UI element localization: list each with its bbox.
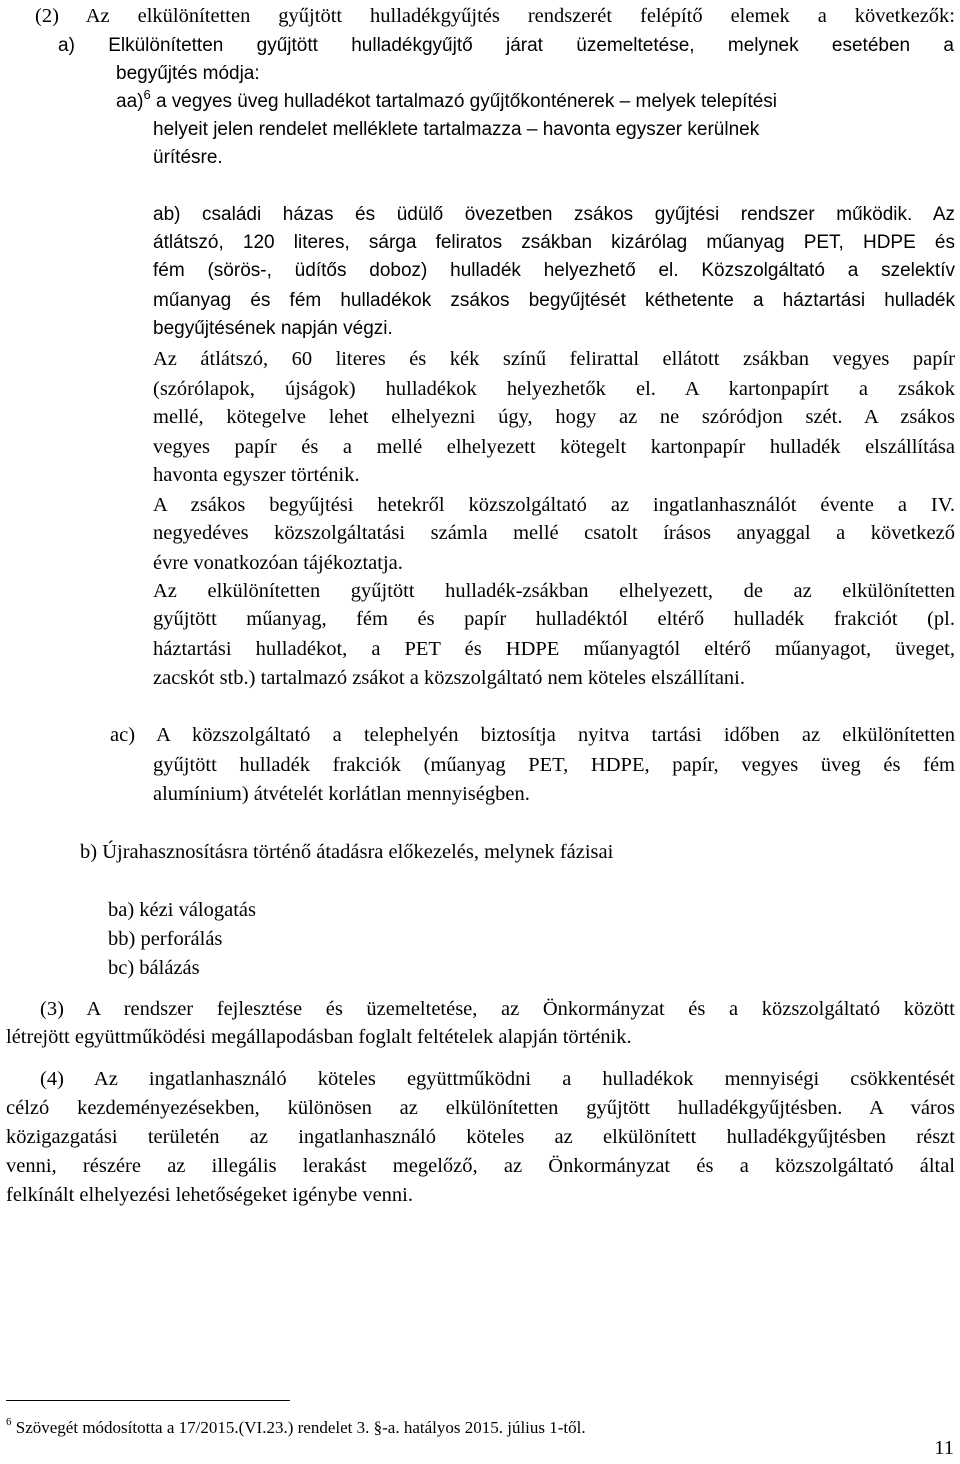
footnote-separator: [6, 1400, 290, 1401]
list-item: ba) kézi válogatás: [108, 899, 256, 921]
text-line: évre vonatkozóan tájékoztatja.: [153, 552, 403, 574]
text-line: átlátszó, 120 literes, sárga feliratos zsákban kizárólag műanyag PET, HDPE és: [153, 232, 955, 253]
text-line: b) Újrahasznosításra történő átadásra előkezelés, melynek fázisai: [80, 841, 614, 863]
text-line: Az átlátszó, 60 literes és kék színű felirattal ellátott zsákban vegyes papír: [153, 348, 955, 370]
text-line: Az elkülönítetten gyűjtött hulladék-zsákban elhelyezett, de az elkülönítetten: [153, 580, 955, 602]
text-line: felkínált elhelyezési lehetőségeket igénybe venni.: [6, 1184, 413, 1206]
text-line: (3) A rendszer fejlesztése és üzemeltetése, az Önkormányzat és a közszolgáltató között: [40, 998, 955, 1020]
footnote-reference[interactable]: 6: [143, 86, 151, 102]
text-line: ürítésre.: [153, 147, 223, 168]
text-line: a) Elkülönítetten gyűjtött hulladékgyűjtő járat üzemeltetése, melynek esetében a: [58, 35, 954, 56]
text-line: ab) családi házas és üdülő övezetben zsákos gyűjtési rendszer működik. Az: [153, 204, 955, 225]
item-label: aa): [116, 91, 144, 112]
text-line: A zsákos begyűjtési hetekről közszolgáltató az ingatlanhasználót évente a IV.: [153, 494, 955, 516]
text-line: (szórólapok, újságok) hulladékok helyezhetők el. A kartonpapírt a zsákok: [153, 378, 955, 400]
list-item: bc) bálázás: [108, 957, 200, 979]
text-line: helyeit jelen rendelet melléklete tartalmazza – havonta egyszer kerülnek: [153, 119, 760, 140]
text-line: vegyes papír és a mellé elhelyezett kötegelt kartonpapír hulladék elszállítása: [153, 436, 955, 458]
list-item: bb) perforálás: [108, 928, 223, 950]
text-line: (2) Az elkülönítetten gyűjtött hulladékgyűjtés rendszerét felépítő elemek a következők:: [35, 5, 955, 27]
text-line: célzó kezdeményezésekben, különösen az elkülönítetten gyűjtött hulladékgyűjtésben. A város: [6, 1097, 955, 1119]
text-line: (4) Az ingatlanhasználó köteles együttműködni a hulladékok mennyiségi csökkentését: [40, 1068, 955, 1090]
footnote: [6, 1418, 586, 1438]
text-line: létrejött együttműködési megállapodásban foglalt feltételek alapján történik.: [6, 1026, 632, 1048]
text-line: zacskót stb.) tartalmazó zsákot a közszolgáltató nem köteles elszállítani.: [153, 667, 746, 689]
footnote-marker: 6: [6, 1416, 12, 1429]
text-line: havonta egyszer történik.: [153, 464, 360, 486]
text-line: mellé, kötegelve lehet elhelyezni úgy, hogy az ne szóródjon szét. A zsákos: [153, 406, 955, 428]
text-line: negyedéves közszolgáltatási számla mellé csatolt írásos anyaggal a következő: [153, 522, 955, 544]
text-line: alumínium) átvételét korlátlan mennyiségben.: [153, 783, 530, 805]
text-line: háztartási hulladékot, a PET és HDPE műanyagtól eltérő műanyagot, üveget,: [153, 638, 955, 660]
text-line: begyűjtésének napján végzi.: [153, 318, 393, 339]
text-line: fém (sörös-, üdítős doboz) hulladék helyezhető el. Közszolgáltató a szelektív: [153, 260, 955, 281]
item-text: a vegyes üveg hulladékot tartalmazó gyűjtőkonténerek – melyek telepítési: [150, 91, 778, 112]
text-line: [116, 86, 778, 114]
text-line: gyűjtött műanyag, fém és papír hulladéktól eltérő hulladék frakciót (pl.: [153, 608, 955, 630]
page-number: 11: [934, 1437, 954, 1459]
text-line: műanyag és fém hulladékok zsákos begyűjtését kéthetente a háztartási hulladék: [153, 290, 955, 311]
text-line: venni, részére az illegális lerakást megelőző, az Önkormányzat és a közszolgáltató által: [6, 1155, 955, 1177]
text-line: begyűjtés módja:: [116, 63, 260, 84]
text-line: ac) A közszolgáltató a telephelyén biztosítja nyitva tartási időben az elkülönítetten: [110, 724, 955, 746]
text-line: közigazgatási területén az ingatlanhasználó köteles az elkülönített hulladékgyűjtésben részt: [6, 1126, 955, 1148]
text-line: gyűjtött hulladék frakciók (műanyag PET, HDPE, papír, vegyes üveg és fém: [153, 754, 955, 776]
footnote-text: Szövegét módosította a 17/2015.(VI.23.) rendelet 3. §-a. hatályos 2015. július 1-től.: [11, 1418, 586, 1437]
